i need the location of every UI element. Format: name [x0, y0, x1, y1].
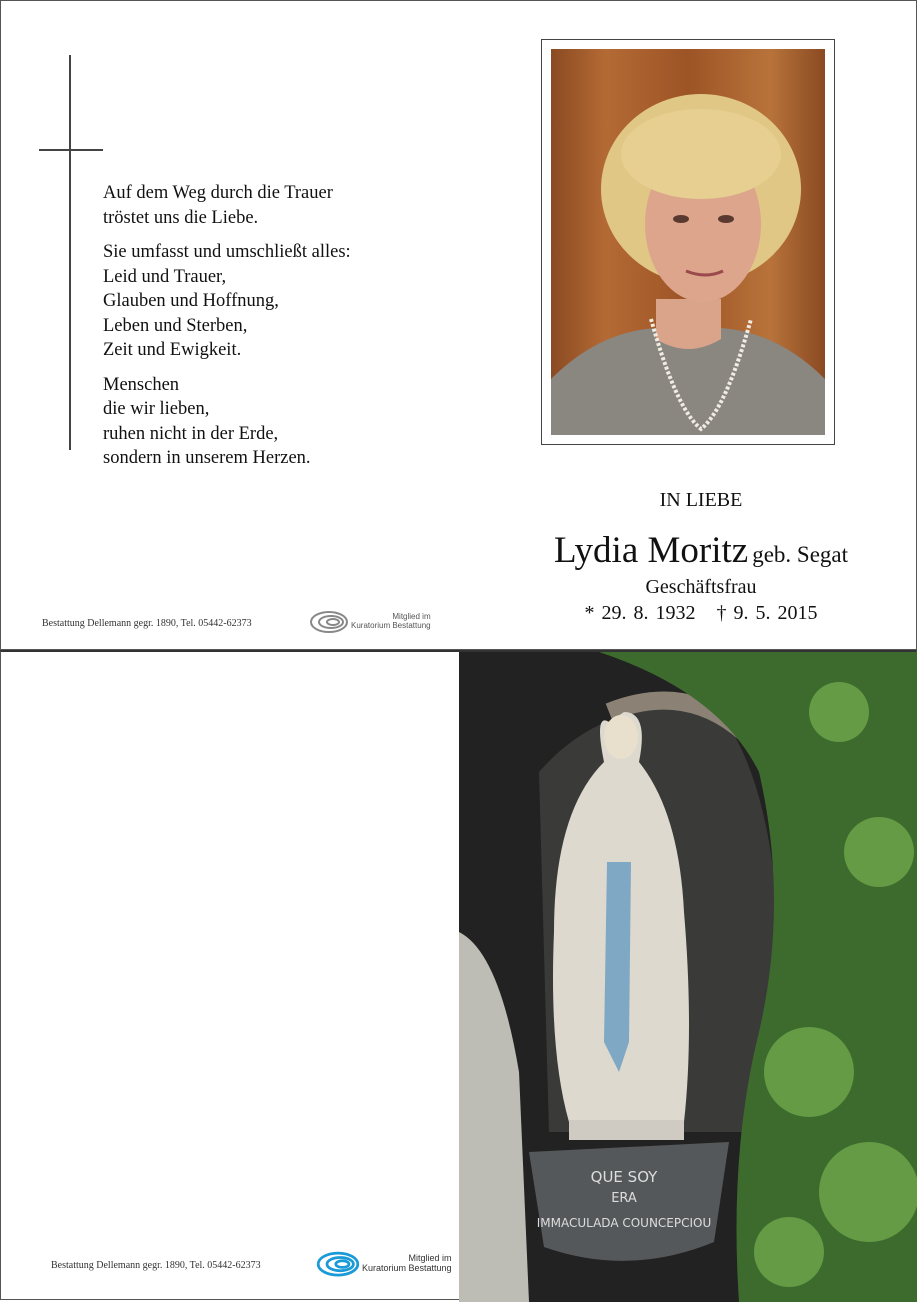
funeral-home-info: Bestattung Dellemann gegr. 1890, Tel. 05442-62373: [51, 1260, 261, 1271]
poem-line: Menschen: [103, 374, 180, 395]
dedication: IN LIEBE: [659, 489, 743, 511]
poem-line: Auf dem Weg durch die Trauer: [103, 183, 333, 203]
logo-line-2: Kuratorium Bestattung: [351, 621, 431, 630]
deceased-name: Lydia Moritz: [553, 530, 749, 571]
stanza-2: [103, 240, 351, 363]
poem-line: Zeit und Ewigkeit.: [103, 340, 242, 360]
poem-line: tröstet uns die Liebe.: [103, 207, 259, 228]
occupation: Geschäftsfrau: [645, 576, 757, 598]
poem-line: Leid und Trauer,: [103, 266, 227, 287]
cross-icon-bar: [39, 149, 103, 151]
statue-inscription-2: ERA: [611, 1191, 637, 1206]
portrait-photo: [551, 49, 825, 435]
poem: [103, 181, 351, 481]
name-line: [501, 529, 901, 572]
logo-line-1: Mitglied im: [392, 612, 431, 621]
grotto-statue-photo: [459, 652, 917, 1302]
poem-line: Glauben und Hoffnung,: [103, 291, 279, 311]
dates: [501, 602, 901, 625]
poem-line: Sie umfasst und umschließt alles:: [103, 242, 351, 262]
kuratorium-logo: [309, 604, 431, 638]
logo-line-1: Mitglied im: [408, 1253, 452, 1263]
kuratorium-logo: [316, 1244, 452, 1282]
death-date: † 9. 5. 2015: [716, 602, 818, 624]
stanza-1: [103, 181, 351, 230]
logo-line-2: Kuratorium Bestattung: [362, 1263, 452, 1273]
birth-date: * 29. 8. 1932: [584, 602, 696, 624]
swirl-logo-icon: [316, 1244, 360, 1282]
statue-inscription-1: QUE SOY: [590, 1168, 658, 1186]
poem-line: sondern in unserem Herzen.: [103, 448, 311, 468]
poem-line: die wir lieben,: [103, 399, 210, 419]
card-front: [0, 0, 917, 650]
stanza-3: [103, 373, 351, 471]
poem-line: ruhen nicht in der Erde,: [103, 423, 279, 444]
funeral-home-info: Bestattung Dellemann gegr. 1890, Tel. 05442-62373: [42, 618, 252, 629]
swirl-logo-icon: [309, 604, 349, 638]
poem-line: Leben und Sterben,: [103, 315, 248, 336]
maiden-name: geb. Segat: [752, 542, 849, 567]
cross-icon: [69, 55, 71, 450]
card-back: [0, 650, 917, 1300]
statue-inscription-3: IMMACULADA COUNCEPCIOU: [536, 1216, 712, 1230]
portrait-frame: [541, 39, 835, 445]
